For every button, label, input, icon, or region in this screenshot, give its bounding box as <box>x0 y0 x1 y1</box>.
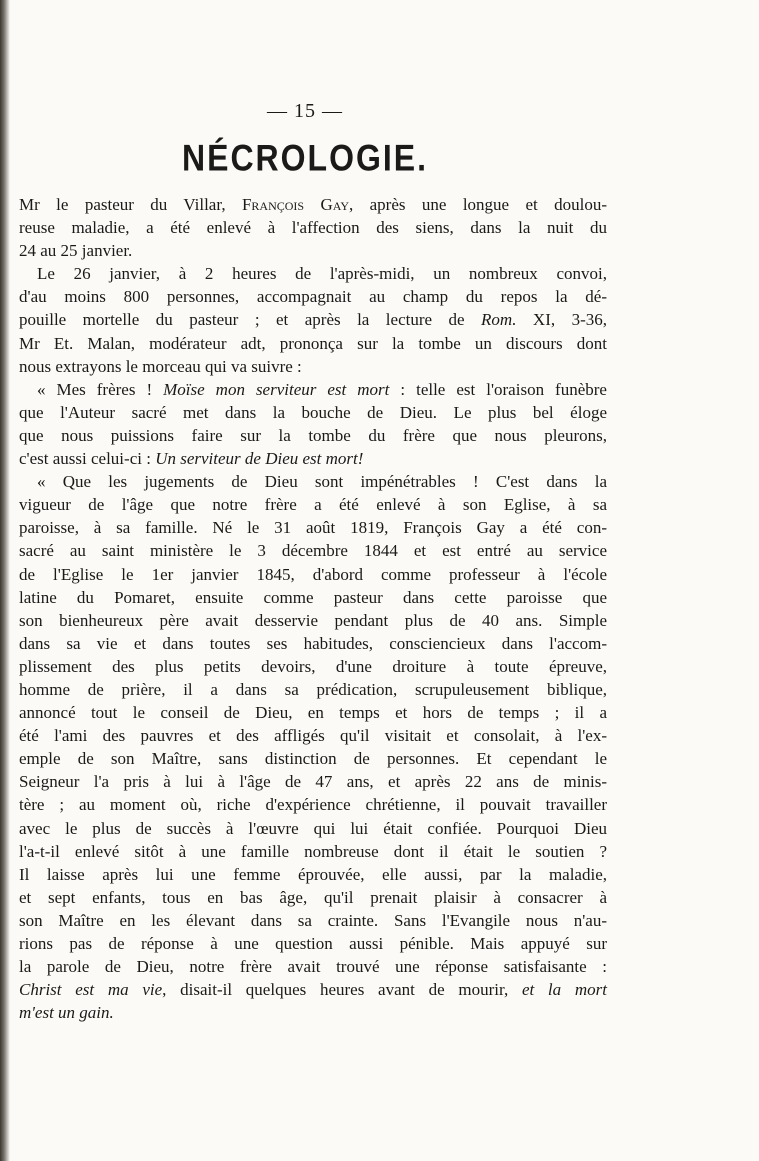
text-segment: « Mes frères ! <box>37 379 164 399</box>
text-line <box>19 863 607 886</box>
text-line <box>19 770 607 793</box>
text-segment: homme de prière, il a dans sa prédication, scrupuleusement biblique, <box>19 679 607 699</box>
text-segment: , après une longue et doulou- <box>349 195 608 214</box>
text-segment: vigueur de l'âge que notre frère a été enlevé à son Eglise, à sa <box>19 495 607 515</box>
page-title: NÉCROLOGIE. <box>181 137 428 179</box>
text-segment: m'est un gain. <box>19 1003 114 1023</box>
text-line <box>19 817 607 840</box>
text-line <box>19 216 607 239</box>
text-segment: latine du Pomaret, ensuite comme pasteur dans cette paroisse que <box>19 587 607 607</box>
text-line <box>19 655 607 678</box>
text-segment: Un serviteur de Dieu est mort! <box>155 449 364 469</box>
text-segment: 24 au 25 janvier. <box>19 241 133 261</box>
text-line <box>19 886 607 909</box>
text-line <box>19 747 607 770</box>
text-line <box>19 678 607 701</box>
text-segment: de l'Eglise le 1er janvier 1845, d'abord comme professeur à l'école <box>19 564 607 584</box>
text-line <box>19 516 607 539</box>
text-line <box>19 1001 607 1024</box>
text-line <box>19 193 607 216</box>
text-line <box>19 401 607 424</box>
text-segment: avec le plus de succès à l'œuvre qui lui était confiée. Pourquoi Dieu <box>19 818 607 838</box>
text-segment: et sept enfants, tous en bas âge, qu'il prenait plaisir à consacrer à <box>19 887 607 907</box>
text-line <box>19 285 607 308</box>
text-segment: Seigneur l'a pris à lui à l'âge de 47 ans, et après 22 ans de minis- <box>19 772 607 792</box>
text-line <box>19 609 607 632</box>
text-segment: : telle est l'oraison funèbre <box>389 379 607 399</box>
text-line <box>19 563 607 586</box>
text-segment: tère ; au moment où, riche d'expérience chrétienne, il pouvait travailler <box>19 795 607 815</box>
text-line <box>19 793 607 816</box>
text-segment: emple de son Maître, sans distinction de personnes. Et cependant le <box>19 749 607 769</box>
text-line <box>19 493 607 516</box>
text-segment: plissement des plus petits devoirs, d'une droiture à toute épreuve, <box>19 656 607 676</box>
text-line <box>19 539 607 562</box>
text-segment: , disait-il quelques heures avant de mourir, <box>162 980 522 1000</box>
text-segment: reuse maladie, a été enlevé à l'affection des siens, dans la nuit du <box>19 218 607 238</box>
page-number: — 15 — <box>267 100 343 122</box>
text-segment: et la mort <box>521 980 607 1000</box>
text-segment: dans sa vie et dans toutes ses habitudes, consciencieux dans l'accom- <box>19 633 607 653</box>
text-segment: que nous puissions faire sur la tombe du frère que nous pleurons, <box>19 425 607 445</box>
text-segment: Christ est ma vie <box>19 980 163 1000</box>
text-line <box>19 724 607 747</box>
text-line <box>19 955 607 978</box>
text-line <box>19 262 607 285</box>
article-body <box>19 193 607 1024</box>
text-line <box>19 355 607 378</box>
text-segment: rions pas de réponse à une question aussi pénible. Mais appuyé sur <box>19 934 607 953</box>
text-segment: « Que les jugements de Dieu sont impénétrables ! C'est dans la <box>37 472 607 492</box>
text-segment: nous extrayons le morceau qui va suivre : <box>19 356 302 376</box>
text-line <box>19 978 607 1001</box>
text-segment: Il laisse après lui une femme éprouvée, elle aussi, par la maladie, <box>19 864 607 884</box>
text-segment: annoncé tout le conseil de Dieu, en temps et hors de temps ; il a <box>19 703 607 723</box>
text-line <box>19 424 607 447</box>
text-line <box>19 932 607 955</box>
text-segment: François Gay <box>241 195 349 214</box>
text-line <box>19 909 607 932</box>
text-segment: d'au moins 800 personnes, accompagnait au champ du repos la dé- <box>19 287 607 307</box>
text-segment: Mr Et. Malan, modérateur adt, prononça sur la tombe un discours dont <box>19 333 607 353</box>
text-segment: son bienheureux père avait desservie pendant plus de 40 ans. Simple <box>19 610 607 630</box>
text-segment: son Maître en les élevant dans sa crainte. Sans l'Evangile nous n'au- <box>19 910 607 930</box>
text-line <box>19 308 607 331</box>
text-segment: XI, 3-36, <box>516 310 607 330</box>
text-line <box>19 586 607 609</box>
text-line <box>19 378 607 401</box>
text-line <box>19 632 607 655</box>
text-segment: c'est aussi celui-ci : <box>19 449 156 469</box>
text-line <box>19 239 607 262</box>
text-segment: l'a-t-il enlevé sitôt à une famille nombreuse dont il était le soutien ? <box>19 841 607 861</box>
text-segment: sacré au saint ministère le 3 décembre 1844 et est entré au service <box>19 541 607 561</box>
text-line <box>19 470 607 493</box>
text-segment: la parole de Dieu, notre frère avait trouvé une réponse satisfaisante : <box>19 957 607 977</box>
text-segment: Moïse mon serviteur est mort <box>163 379 390 399</box>
text-segment: été l'ami des pauvres et des affligés qu'il visitait et consolait, à l'ex- <box>19 726 607 746</box>
text-segment: que l'Auteur sacré met dans la bouche de Dieu. Le plus bel éloge <box>19 402 607 422</box>
text-line <box>19 701 607 724</box>
text-segment: pouille mortelle du pasteur ; et après la lecture de <box>19 310 482 330</box>
text-segment: Rom. <box>481 310 517 330</box>
text-line <box>19 332 607 355</box>
text-line <box>19 840 607 863</box>
text-segment: Mr le pasteur du Villar, <box>19 195 242 214</box>
text-segment: Le 26 janvier, à 2 heures de l'après-midi, un nombreux convoi, <box>37 264 607 284</box>
text-segment: paroisse, à sa famille. Né le 31 août 1819, François Gay a été con- <box>19 518 607 538</box>
text-line <box>19 447 607 470</box>
